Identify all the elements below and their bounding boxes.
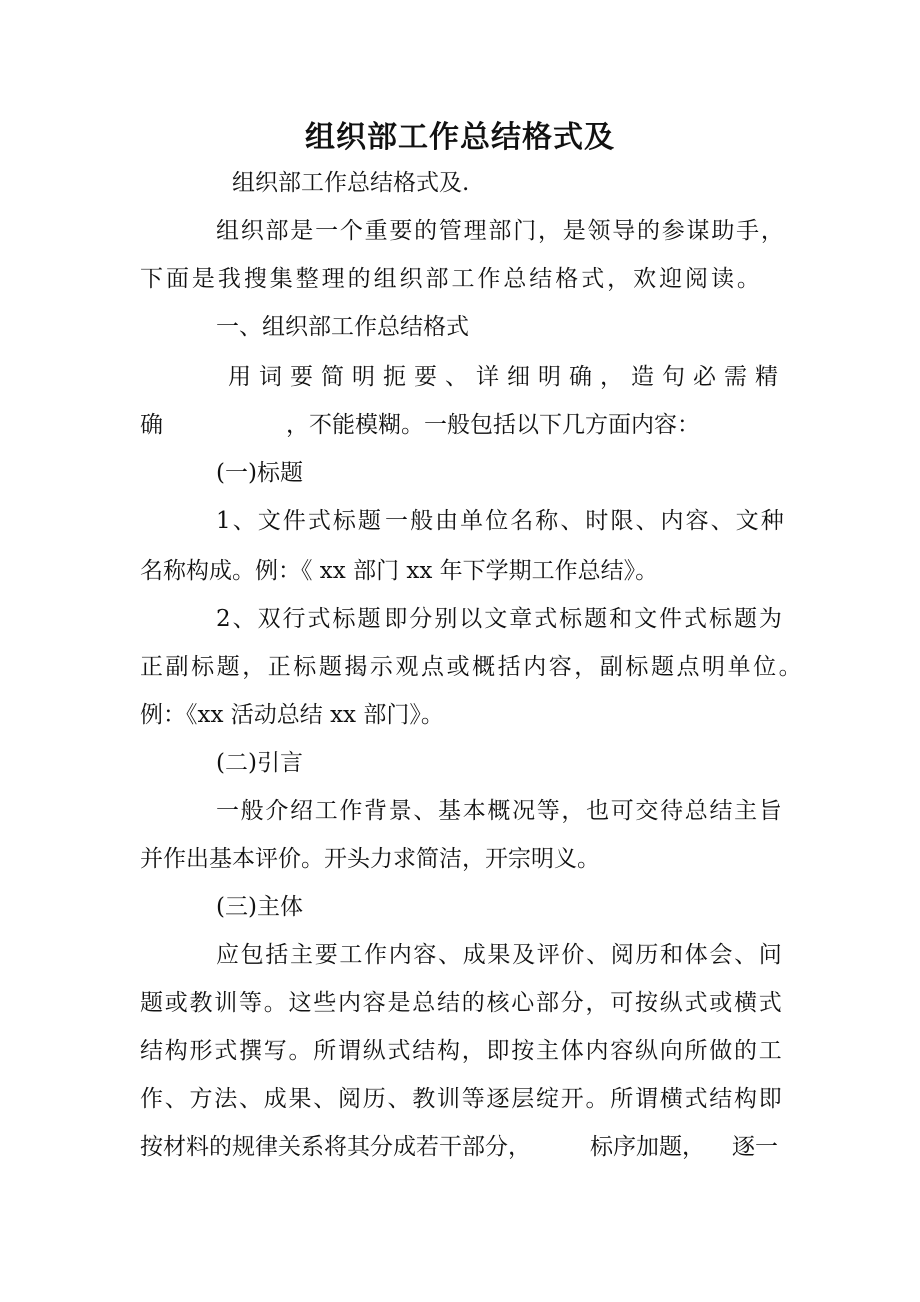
paragraph-line: 并作出基本评价。开头力求简洁，开宗明义。 (140, 846, 600, 872)
paragraph-line: 应 包 括 主 要 工 作 内 容 、 成 果 及 评 价 、 阅 历 和 体 会 、 问 (216, 942, 782, 968)
section-heading: 一、组织部工作总结格式 (216, 314, 469, 340)
document-subtitle: 组织部工作总结格式及. (232, 170, 470, 196)
paragraph-line: 标序加题， (590, 1134, 705, 1160)
paragraph-line: 题 或 教 训 等 。 这 些 内 容 是 总 结 的 核 心 部 分 ， 可 按 纵 式 或 横 式 (140, 990, 782, 1016)
paragraph-line: 逐一 (732, 1134, 778, 1160)
subsection-heading: (一)标题 (216, 460, 303, 486)
paragraph-line: 用 词 要 简 明 扼 要 、 详 细 明 确 ， 造 句 必 需 精 (228, 364, 786, 390)
paragraph-line: 例：《xx 活动总结 xx 部门》。 (140, 702, 444, 728)
paragraph-line: 作 、 方 法 、 成 果 、 阅 历 、 教 训 等 逐 层 绽 开 。 所 谓 横 式 结 构 即 (140, 1086, 782, 1112)
paragraph-line: 按材料的规律关系将其分成若干部分， (140, 1134, 531, 1160)
subsection-heading: (二)引言 (216, 750, 303, 776)
paragraph-line: 下 面 是 我 搜 集 整 理 的 组 织 部 工 作 总 结 格 式 ， 欢 迎 阅 读 。 (140, 266, 760, 292)
paragraph-line: 一 般 介 绍 工 作 背 景 、 基 本 概 况 等 ， 也 可 交 待 总 结 主 旨 (216, 798, 782, 824)
paragraph-line: 确 (140, 412, 163, 438)
paragraph-line: 组 织 部 是 一 个 重 要 的 管 理 部 门 ， 是 领 导 的 参 谋 助 手 ， (216, 218, 784, 244)
paragraph-line: 名称构成。例：《 xx 部门 xx 年下学期工作总结》。 (140, 558, 659, 584)
paragraph-line: 1 、 文 件 式 标 题 一 般 由 单 位 名 称 、 时 限 、 内 容 、 文 种 (216, 508, 784, 534)
document-title: 组织部工作总结格式及 (305, 120, 615, 155)
paragraph-line: 2 、 双 行 式 标 题 即 分 别 以 文 章 式 标 题 和 文 件 式 标 题 为 (216, 606, 782, 632)
paragraph-line: 结 构 形 式 撰 写 。 所 谓 纵 式 结 构 ， 即 按 主 体 内 容 纵 向 所 做 的 工 (140, 1038, 782, 1064)
paragraph-line: 正 副 标 题 ， 正 标 题 揭 示 观 点 或 概 括 内 容 ， 副 标 题 点 明 单 位 。 (140, 654, 802, 680)
subsection-heading: (三)主体 (216, 894, 303, 920)
paragraph-line: ，不能模糊。一般包括以下几方面内容： (286, 412, 700, 438)
